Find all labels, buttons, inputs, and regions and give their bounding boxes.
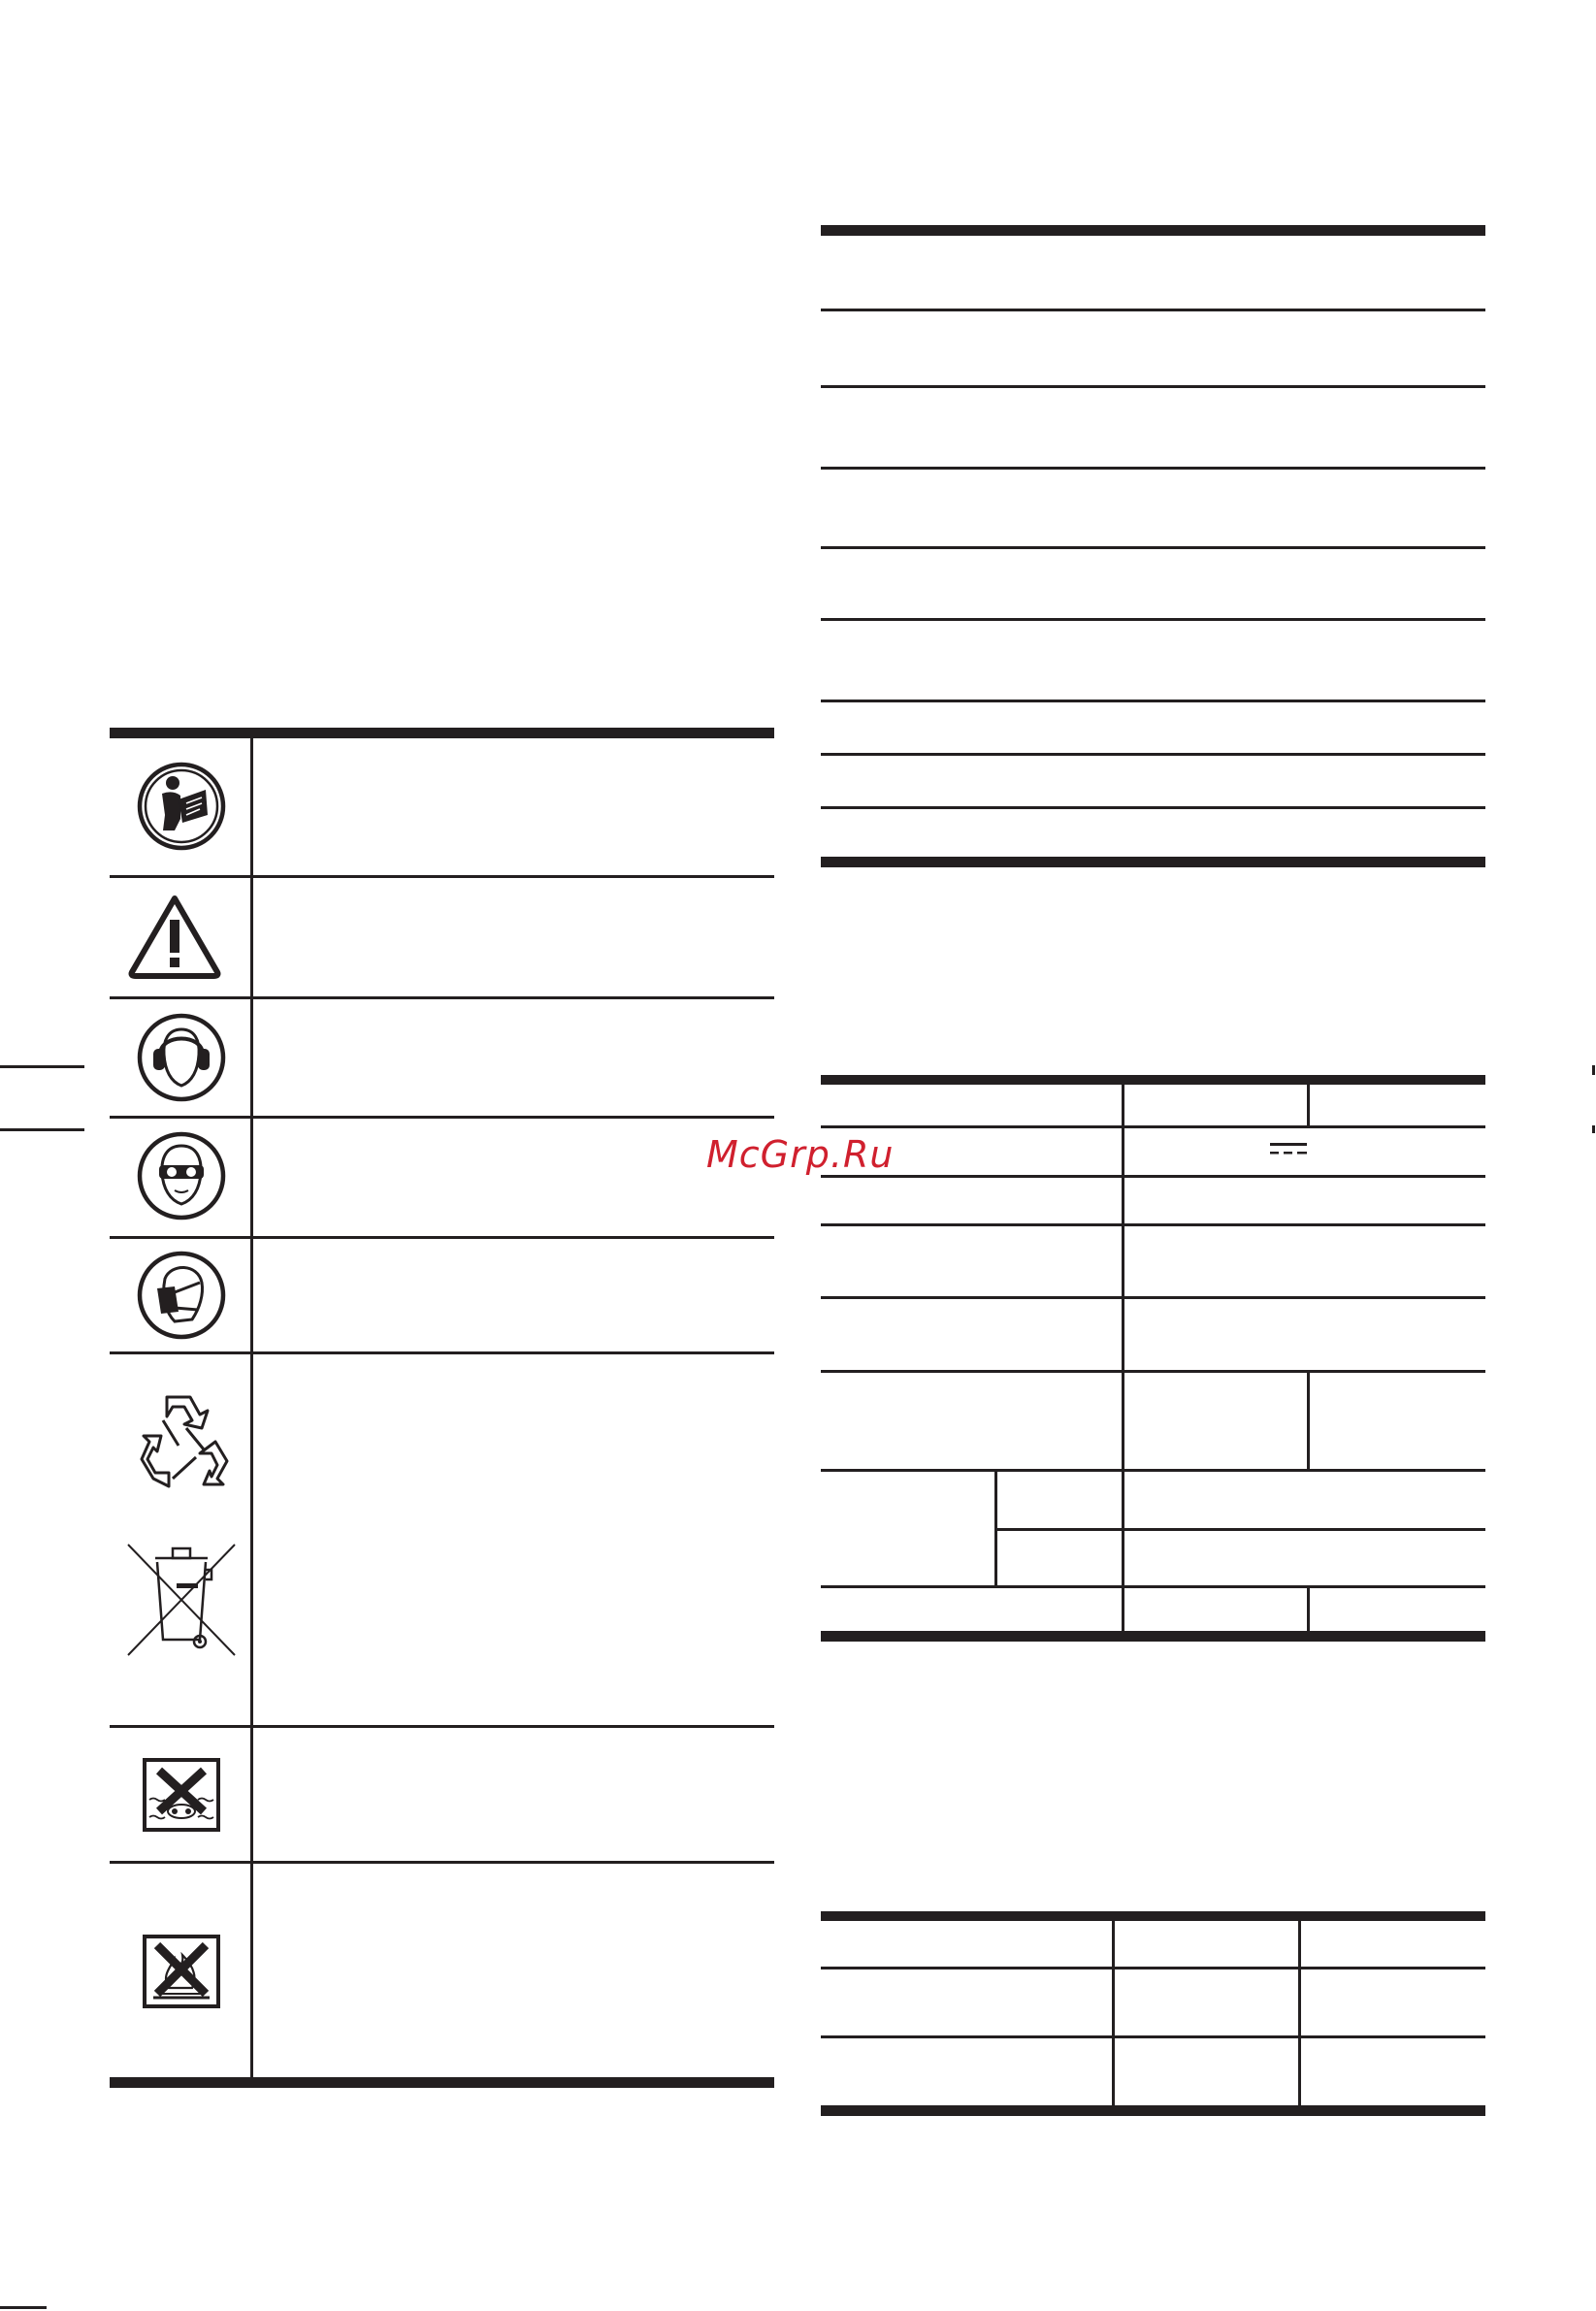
read-manual-icon	[136, 761, 227, 852]
table-row-divider	[821, 546, 1485, 549]
table-row-divider	[821, 467, 1485, 470]
table-bottom-rule	[821, 857, 1485, 867]
table-row-divider	[110, 875, 774, 878]
table-bottom-rule	[821, 1631, 1485, 1642]
table-column-divider	[1112, 1921, 1115, 2105]
crossed-bin-icon	[124, 1541, 239, 1659]
table-row-divider	[821, 309, 1485, 311]
table-column-divider	[1122, 1085, 1124, 1631]
watermark: McGrp.Ru	[706, 1133, 895, 1176]
table-row-divider	[821, 1296, 1485, 1299]
table-row-divider	[821, 1585, 1485, 1588]
table-bottom-rule	[821, 2105, 1485, 2116]
table-top-rule	[821, 1911, 1485, 1921]
table-row-divider	[821, 1469, 1485, 1472]
table-column-divider	[1307, 1085, 1310, 1125]
dc-current-icon	[1266, 1140, 1311, 1159]
edge-tick-mark	[1592, 1125, 1595, 1133]
table-column-divider	[1298, 1921, 1301, 2105]
table-row-divider	[821, 806, 1485, 809]
no-fire-icon	[142, 1934, 221, 2009]
no-water-icon	[142, 1757, 221, 1833]
table-row-divider	[821, 753, 1485, 756]
table-row-divider	[821, 1370, 1485, 1373]
warning-triangle-icon	[126, 893, 223, 980]
edge-tab-mark-bottom	[0, 1128, 84, 1131]
dust-mask-icon	[136, 1250, 227, 1341]
table-row-divider	[821, 1223, 1485, 1226]
table-column-divider	[250, 738, 253, 2077]
table-column-divider	[1307, 1370, 1310, 1469]
table-bottom-rule	[110, 2077, 774, 2088]
table-row-divider	[821, 618, 1485, 621]
ear-protection-icon	[136, 1012, 227, 1103]
table-top-rule	[110, 728, 774, 738]
table-top-rule	[821, 225, 1485, 236]
table-column-divider	[1307, 1585, 1310, 1631]
table-row-divider	[996, 1528, 1485, 1531]
table-row-divider	[821, 1967, 1485, 1969]
eye-protection-icon	[136, 1130, 227, 1221]
table-row-divider	[110, 1236, 774, 1239]
table-row-divider	[110, 1725, 774, 1728]
table-top-rule	[821, 1075, 1485, 1085]
table-row-divider	[110, 1351, 774, 1354]
table-row-divider	[821, 2035, 1485, 2038]
table-row-divider	[110, 1116, 774, 1119]
edge-tab-mark-top	[0, 1065, 84, 1068]
table-row-divider	[821, 700, 1485, 702]
table-column-divider	[994, 1469, 997, 1585]
edge-tab-mark-footer	[0, 2306, 47, 2309]
table-row-divider	[821, 1125, 1485, 1128]
recycle-icon	[128, 1389, 235, 1496]
table-row-divider	[110, 1861, 774, 1864]
table-row-divider	[821, 385, 1485, 388]
edge-tick-mark	[1592, 1065, 1595, 1075]
table-row-divider	[110, 996, 774, 999]
table-row-divider	[821, 1175, 1485, 1178]
